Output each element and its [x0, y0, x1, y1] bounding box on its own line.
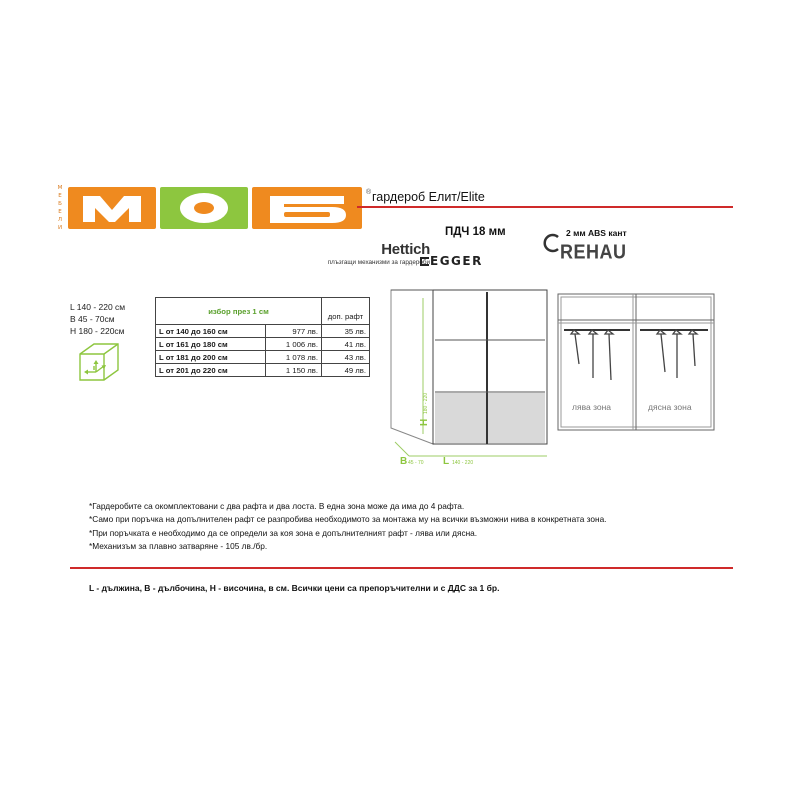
note-line: *Гардеробите са окомплектовани с два рафта и два лоста. В една зона може да има до 4 рафта.	[89, 501, 465, 511]
egger-logo: EGGER	[420, 254, 483, 268]
depth-range: В 45 - 70см	[70, 314, 115, 324]
rehau-ring-icon	[540, 232, 562, 254]
bottom-red-divider	[70, 567, 733, 569]
top-red-divider	[357, 206, 733, 208]
depth-dim-label: В	[400, 456, 408, 467]
cube-icon	[74, 340, 124, 392]
dimension-ranges	[70, 301, 125, 337]
mob-logo	[54, 185, 372, 231]
header-extra-shelf: доп. рафт	[322, 298, 370, 325]
wardrobe-interior-drawing	[556, 292, 716, 432]
material-label: ПДЧ 18 мм	[445, 226, 506, 238]
table-header-row	[156, 298, 370, 325]
table-row: L от 201 до 220 см 1 150 лв. 49 лв.	[156, 364, 370, 377]
length-range: L 140 - 220 см	[70, 302, 126, 312]
table-row: L от 161 до 180 см 1 006 лв. 41 лв.	[156, 338, 370, 351]
note-line: *Само при поръчка на допълнителен рафт се разпробива необходимото за монтажа му на всички възможни нива в конкретната зона.	[89, 514, 607, 525]
right-zone-label: дясна зона	[648, 402, 692, 412]
price-table	[155, 297, 370, 377]
table-row: L от 181 до 200 см 1 078 лв. 43 лв.	[156, 351, 370, 364]
left-zone-label: лява зона	[572, 402, 612, 412]
hettich-logo: Hettich	[381, 241, 430, 258]
hettich-brand	[280, 241, 430, 266]
logo-letter-b	[252, 187, 362, 229]
egger-e-mark	[420, 257, 429, 266]
note-line: *Механизъм за плавно затваряне - 105 лв./бр.	[89, 541, 268, 552]
wardrobe-front-drawing	[385, 284, 555, 470]
height-dim-range: 180 - 220	[423, 392, 429, 414]
header-choice: избор през 1 см	[156, 298, 322, 325]
notes-block	[89, 500, 607, 554]
rehau-logo: REHAU	[560, 240, 627, 263]
logo-vertical-text: М Е Б Е Л И	[57, 185, 63, 231]
page-title: гардероб Елит/Elite	[372, 190, 485, 204]
note-line: *При поръчката е необходимо да се определи за коя зона е допълнителният рафт - лява или дясна.	[89, 527, 478, 538]
registered-mark: ®	[366, 189, 372, 196]
edge-band-label: 2 мм ABS кант	[566, 228, 627, 238]
length-dim-range: 140 - 220	[452, 460, 474, 466]
footer-legend: L - дължина, В - дълбочина, Н - височина, в см. Всички цени са препоръчителни и с ДДС за 1 бр.	[89, 583, 500, 593]
length-dim-label: L	[443, 456, 450, 467]
hettich-subtitle: плъзгащи механизми за гардероби	[327, 259, 430, 266]
height-range: Н 180 - 220см	[70, 326, 125, 336]
height-dim-label: Н	[419, 418, 430, 426]
depth-dim-range: 45 - 70	[408, 460, 424, 466]
logo-letter-m	[68, 187, 156, 229]
table-row: L от 140 до 160 см 977 лв. 35 лв.	[156, 325, 370, 338]
logo-letter-o	[160, 187, 248, 229]
